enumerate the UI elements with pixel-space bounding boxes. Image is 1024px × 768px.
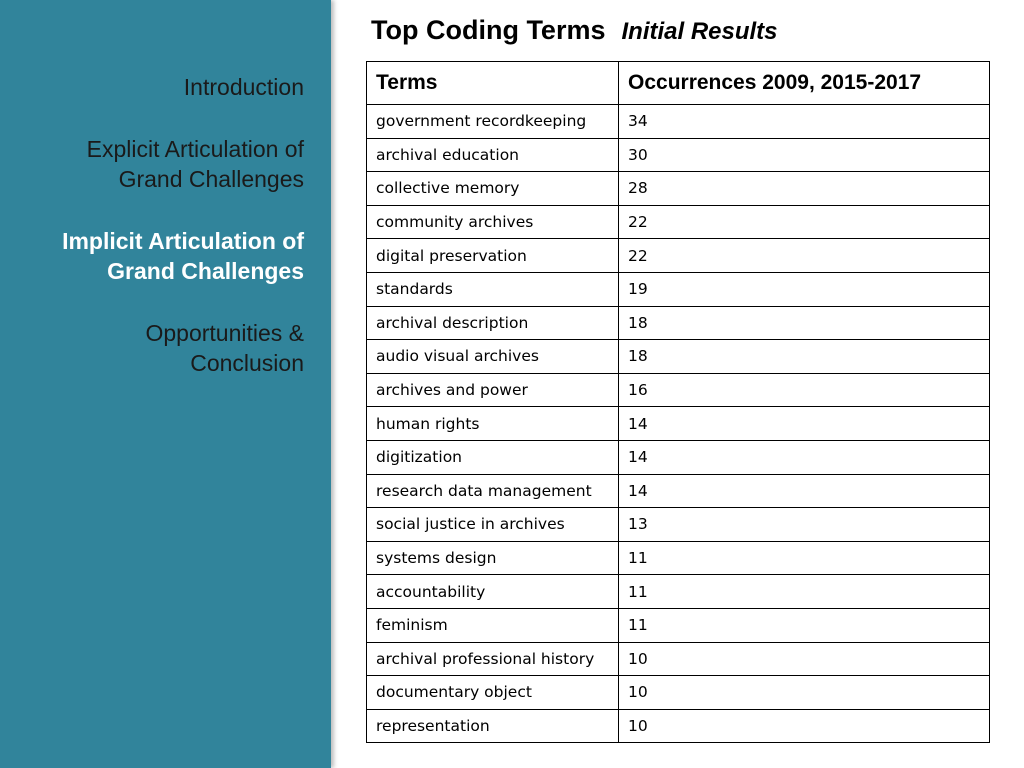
sidebar (0, 0, 331, 768)
table-row (367, 138, 990, 172)
term-cell: standards (367, 272, 619, 306)
term-cell: social justice in archives (367, 508, 619, 542)
occurrences-cell: 14 (619, 407, 990, 441)
table-row (367, 205, 990, 239)
occurrences-cell: 30 (619, 138, 990, 172)
term-cell: systems design (367, 541, 619, 575)
term-cell: representation (367, 709, 619, 743)
occurrences-cell: 28 (619, 172, 990, 206)
term-cell: research data management (367, 474, 619, 508)
term-cell: government recordkeeping (367, 105, 619, 139)
term-cell: digital preservation (367, 239, 619, 273)
table-header-row (367, 62, 990, 105)
term-cell: accountability (367, 575, 619, 609)
table-row (367, 508, 990, 542)
nav-item-opportunities-conclusion[interactable]: Opportunities & Conclusion (145, 319, 304, 376)
term-cell: documentary object (367, 676, 619, 710)
nav-item-explicit-articulation[interactable]: Explicit Articulation of Grand Challenges (86, 135, 304, 192)
occurrences-cell: 19 (619, 272, 990, 306)
table-row (367, 676, 990, 710)
occurrences-cell: 10 (619, 709, 990, 743)
occurrences-cell: 18 (619, 340, 990, 374)
term-cell: archival description (367, 306, 619, 340)
term-cell: feminism (367, 608, 619, 642)
term-cell: human rights (367, 407, 619, 441)
table-row (367, 272, 990, 306)
table-row (367, 172, 990, 206)
table-row (367, 373, 990, 407)
occurrences-cell: 11 (619, 608, 990, 642)
term-cell: archival professional history (367, 642, 619, 676)
slide-subtitle: Initial Results (621, 18, 778, 45)
occurrences-cell: 10 (619, 676, 990, 710)
occurrences-cell: 22 (619, 239, 990, 273)
occurrences-cell: 11 (619, 575, 990, 609)
table-row (367, 407, 990, 441)
slide-header (371, 15, 778, 55)
slide-title: Top Coding Terms (371, 15, 606, 45)
term-cell: community archives (367, 205, 619, 239)
coding-terms-table (366, 61, 990, 743)
term-cell: archives and power (367, 373, 619, 407)
nav-item-introduction[interactable]: Introduction (183, 74, 304, 100)
table-body (367, 105, 990, 743)
table-row (367, 575, 990, 609)
occurrences-cell: 14 (619, 440, 990, 474)
occurrences-cell: 22 (619, 205, 990, 239)
table-row (367, 306, 990, 340)
occurrences-cell: 16 (619, 373, 990, 407)
occurrences-cell: 14 (619, 474, 990, 508)
table-row (367, 541, 990, 575)
section-nav (4, 72, 304, 410)
nav-item-implicit-articulation[interactable]: Implicit Articulation of Grand Challenges (62, 227, 304, 284)
term-cell: archival education (367, 138, 619, 172)
table-row (367, 642, 990, 676)
occurrences-cell: 11 (619, 541, 990, 575)
occurrences-cell: 13 (619, 508, 990, 542)
term-cell: collective memory (367, 172, 619, 206)
occurrences-cell: 18 (619, 306, 990, 340)
table-row (367, 105, 990, 139)
table-row (367, 474, 990, 508)
table-row (367, 340, 990, 374)
table-row (367, 709, 990, 743)
column-header-terms: Terms (367, 62, 619, 105)
table-row (367, 239, 990, 273)
column-header-occurrences: Occurrences 2009, 2015-2017 (619, 62, 990, 105)
term-cell: audio visual archives (367, 340, 619, 374)
table-row (367, 608, 990, 642)
term-cell: digitization (367, 440, 619, 474)
table-row (367, 440, 990, 474)
occurrences-cell: 34 (619, 105, 990, 139)
occurrences-cell: 10 (619, 642, 990, 676)
